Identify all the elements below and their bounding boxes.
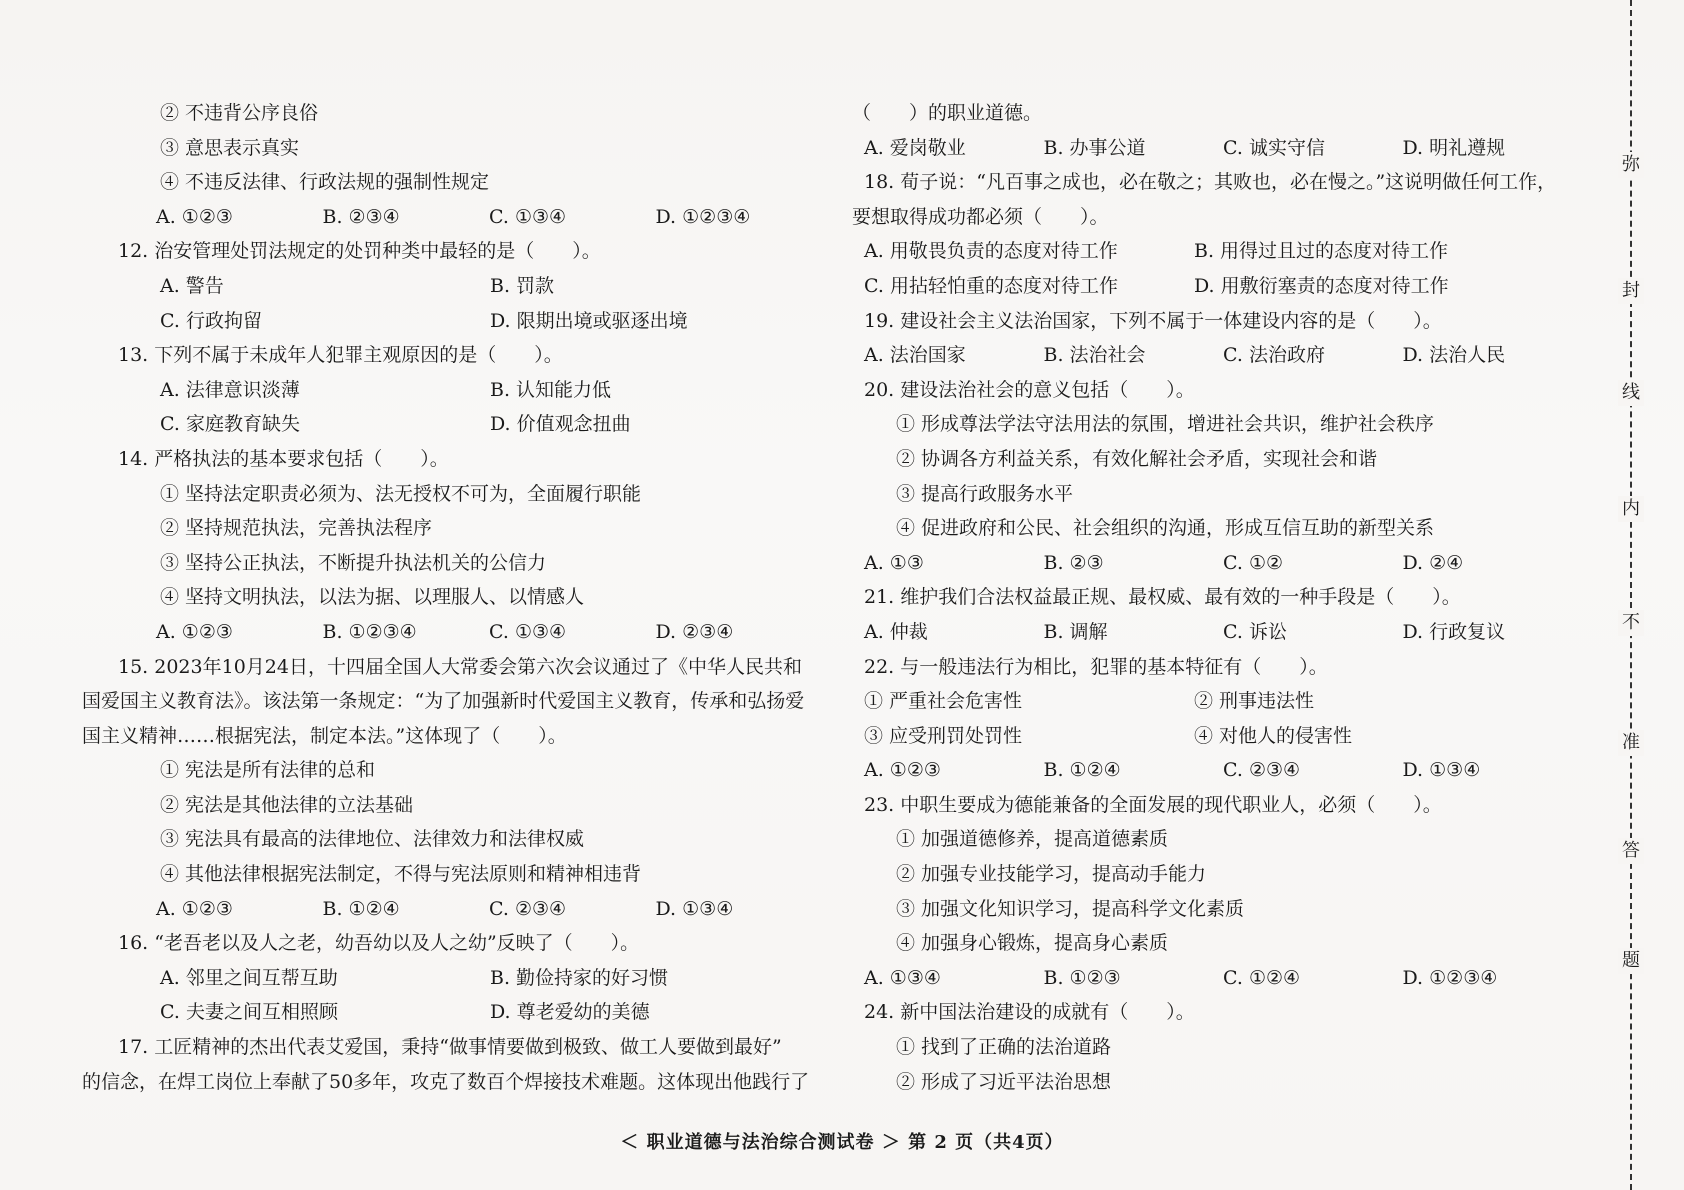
question-stem: 21. 维护我们合法权益最正规、最权威、最有效的一种手段是（ ）。 <box>864 586 1461 609</box>
option-row <box>852 719 1582 754</box>
option-row <box>82 304 822 339</box>
option: A. ①②③ <box>156 205 233 228</box>
seal-line-char: 封 <box>1618 278 1644 304</box>
text-line: 国爱国主义教育法》。该法第一条规定：“为了加强新时代爱国主义教育，传承和弘扬爱 <box>82 690 805 713</box>
option: D. 价值观念扭曲 <box>490 413 631 436</box>
seal-line-char: 不 <box>1618 610 1644 636</box>
option-row <box>852 269 1582 304</box>
text-line: ① 加强道德修养，提高道德素质 <box>896 828 1169 851</box>
left-column <box>82 96 822 1099</box>
option: D. ①②③④ <box>655 205 751 228</box>
text-line: ② 形成了习近平法治思想 <box>896 1070 1112 1093</box>
option: A. 邻里之间互帮互助 <box>160 966 338 989</box>
option: ② 刑事违法性 <box>1194 690 1315 713</box>
text-line: ② 坚持规范执法，完善执法程序 <box>160 517 433 540</box>
option: ① 严重社会危害性 <box>864 690 1023 713</box>
option-row <box>82 995 822 1030</box>
option-row <box>852 338 1582 373</box>
option: C. ②③④ <box>1223 759 1301 782</box>
option: C. 用拈轻怕重的态度对待工作 <box>864 274 1118 297</box>
text-line: 要想取得成功都必须（ ）。 <box>852 205 1109 228</box>
option: C. 诉讼 <box>1223 620 1287 643</box>
text-line: ④ 加强身心锻炼，提高身心素质 <box>896 932 1169 955</box>
option: B. ①②③④ <box>322 620 417 643</box>
option-row <box>82 892 822 927</box>
option: B. ①②④ <box>322 897 400 920</box>
seal-line-char: 弥 <box>1618 152 1644 178</box>
text-line: ② 不违背公序良俗 <box>160 102 319 124</box>
text-line: ① 找到了正确的法治道路 <box>896 1036 1112 1059</box>
text-line: ③ 加强文化知识学习，提高科学文化素质 <box>896 897 1245 920</box>
text-line: ④ 其他法律根据宪法制定，不得与宪法原则和精神相违背 <box>160 863 642 886</box>
text-line: ④ 坚持文明执法，以法为据、以理服人、以情感人 <box>160 586 585 609</box>
option: D. ②③④ <box>655 620 734 643</box>
page-footer: ＜ 职业道德与法治综合测试卷 ＞ 第 2 页（共4页） <box>620 1132 1064 1153</box>
option: B. 法治社会 <box>1043 344 1146 367</box>
option: C. ①③④ <box>489 205 567 228</box>
option: A. ①③ <box>864 551 924 574</box>
option: B. ②③④ <box>322 205 400 228</box>
option: B. ①②③ <box>1043 966 1121 989</box>
option: B. 认知能力低 <box>490 378 612 401</box>
seal-line-char: 内 <box>1618 496 1644 522</box>
text-line: ④ 促进政府和公民、社会组织的沟通，形成互信互助的新型关系 <box>896 517 1435 540</box>
question-stem: 23. 中职生要成为德能兼备的全面发展的现代职业人，必须（ ）。 <box>864 793 1442 816</box>
option: B. ②③ <box>1043 551 1104 574</box>
question-stem: 20. 建设法治社会的意义包括（ ）。 <box>864 378 1195 401</box>
option-row <box>82 615 822 650</box>
option: C. ①② <box>1223 551 1284 574</box>
question-stem: 19. 建设社会主义法治国家，下列不属于一体建设内容的是（ ）。 <box>864 309 1442 332</box>
question-stem: 16. “老吾老以及人之老，幼吾幼以及人之幼”反映了（ ）。 <box>118 932 640 955</box>
seal-line-char: 题 <box>1618 948 1644 974</box>
option-row <box>82 200 822 235</box>
option: B. 用得过且过的态度对待工作 <box>1194 240 1449 263</box>
text-line: ② 加强专业技能学习，提高动手能力 <box>896 863 1207 886</box>
option: C. ②③④ <box>489 897 567 920</box>
option: D. ①③④ <box>1402 759 1481 782</box>
question-stem: 17. 工匠精神的杰出代表艾爱国，秉持“做事情要做到极致、做工人要做到最好” <box>118 1036 782 1059</box>
option-row <box>82 961 822 996</box>
question-stem: 24. 新中国法治建设的成就有（ ）。 <box>864 1001 1195 1024</box>
option: ③ 应受刑罚处罚性 <box>864 724 1023 747</box>
option: A. ①③④ <box>864 966 941 989</box>
option: D. 用敷衍塞责的态度对待工作 <box>1194 274 1449 297</box>
question-stem: 18. 荀子说：“凡百事之成也，必在敬之；其败也，必在慢之。”这说明做任何工作， <box>864 171 1557 194</box>
seal-line-char: 准 <box>1618 730 1644 756</box>
text-line: ③ 坚持公正执法，不断提升执法机关的公信力 <box>160 551 547 574</box>
option-row <box>852 961 1582 996</box>
option-row <box>852 546 1582 581</box>
option: ④ 对他人的侵害性 <box>1194 724 1353 747</box>
option-row <box>852 615 1582 650</box>
option-row <box>852 234 1582 269</box>
option: A. 仲裁 <box>864 620 928 643</box>
text-line: 的信念，在焊工岗位上奉献了50多年，攻克了数百个焊接技术难题。这体现出他践行了 <box>82 1070 810 1093</box>
option: C. ①③④ <box>489 620 567 643</box>
text-line: ② 宪法是其他法律的立法基础 <box>160 793 414 816</box>
text-line: ① 坚持法定职责必须为、法无授权不可为，全面履行职能 <box>160 482 642 505</box>
option-row <box>82 407 822 442</box>
seal-line-char: 线 <box>1618 380 1644 406</box>
option-row <box>852 684 1582 719</box>
option: A. 法律意识淡薄 <box>160 378 300 401</box>
right-column <box>852 96 1582 1099</box>
option: B. ①②④ <box>1043 759 1121 782</box>
option: B. 办事公道 <box>1043 136 1146 159</box>
option: A. 法治国家 <box>864 344 966 367</box>
question-stem: 14. 严格执法的基本要求包括（ ）。 <box>118 447 449 470</box>
option: A. ①②③ <box>156 897 233 920</box>
option: C. 法治政府 <box>1223 344 1325 367</box>
text-line: （ ）的职业道德。 <box>852 102 1043 124</box>
option: D. 限期出境或驱逐出境 <box>490 309 688 332</box>
option: B. 罚款 <box>490 274 555 297</box>
text-line: ④ 不违反法律、行政法规的强制性规定 <box>160 171 490 194</box>
option: B. 勤俭持家的好习惯 <box>490 966 669 989</box>
option: A. 警告 <box>160 274 224 297</box>
text-line: 国主义精神……根据宪法，制定本法。”这体现了（ ）。 <box>82 724 567 747</box>
option: A. 用敬畏负责的态度对待工作 <box>864 240 1118 263</box>
seal-line <box>1622 0 1656 1190</box>
option: D. ②④ <box>1402 551 1464 574</box>
option: D. ①②③④ <box>1402 966 1498 989</box>
question-stem: 12. 治安管理处罚法规定的处罚种类中最轻的是（ ）。 <box>118 240 601 263</box>
option: C. 诚实守信 <box>1223 136 1325 159</box>
text-line: ② 协调各方利益关系，有效化解社会矛盾，实现社会和谐 <box>896 447 1378 470</box>
text-line: ③ 提高行政服务水平 <box>896 482 1074 505</box>
option: A. 爱岗敬业 <box>864 136 966 159</box>
question-stem: 15. 2023年10月24日，十四届全国人大常委会第六次会议通过了《中华人民共和 <box>118 655 802 678</box>
option: C. 夫妻之间互相照顾 <box>160 1001 338 1024</box>
text-line: ③ 宪法具有最高的法律地位、法律效力和法律权威 <box>160 828 585 851</box>
option: D. 法治人民 <box>1402 344 1506 367</box>
option-row <box>852 131 1582 166</box>
option: C. 家庭教育缺失 <box>160 413 300 436</box>
option: D. ①③④ <box>655 897 734 920</box>
question-stem: 13. 下列不属于未成年人犯罪主观原因的是（ ）。 <box>118 344 563 367</box>
option: C. ①②④ <box>1223 966 1301 989</box>
question-stem: 22. 与一般违法行为相比，犯罪的基本特征有（ ）。 <box>864 655 1328 678</box>
text-line: ① 形成尊法学法守法用法的氛围，增进社会共识，维护社会秩序 <box>896 413 1435 436</box>
option: D. 明礼遵规 <box>1402 136 1506 159</box>
option: D. 行政复议 <box>1402 620 1506 643</box>
option: A. ①②③ <box>864 759 941 782</box>
text-line: ③ 意思表示真实 <box>160 136 300 159</box>
seal-line-char: 答 <box>1618 838 1644 864</box>
option-row <box>82 373 822 408</box>
option: A. ①②③ <box>156 620 233 643</box>
option: D. 尊老爱幼的美德 <box>490 1001 650 1024</box>
option: C. 行政拘留 <box>160 309 262 332</box>
option-row <box>82 269 822 304</box>
text-line: ① 宪法是所有法律的总和 <box>160 759 376 782</box>
option: B. 调解 <box>1043 620 1108 643</box>
option-row <box>852 753 1582 788</box>
